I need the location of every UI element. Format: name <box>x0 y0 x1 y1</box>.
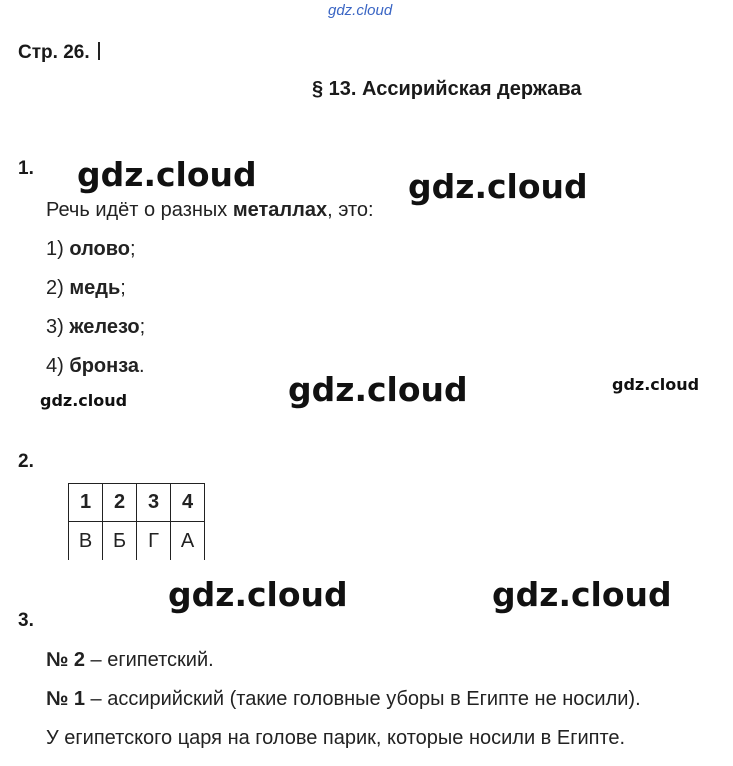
q1-item-4 <box>46 355 145 378</box>
q1-intro-bold: металлах <box>232 199 328 221</box>
q3-line-1 <box>46 649 214 672</box>
watermark-text: gdz.cloud <box>40 391 128 410</box>
section-title: § 13. Ассирийская держава <box>312 78 582 100</box>
q3-line-2-rest: – ассирийский (такие головные уборы в Египте не носили). <box>84 688 641 710</box>
q1-intro-post: , это: <box>327 199 374 221</box>
question-2-number: 2. <box>18 451 34 472</box>
q1-item-2-suffix: ; <box>120 277 126 299</box>
q1-item-4-word: бронза <box>69 355 140 377</box>
answer-table-header-row <box>69 484 205 522</box>
q3-line-2-bold: № 1 <box>46 688 85 710</box>
watermark-text: gdz.cloud <box>77 155 257 194</box>
q3-line-1-bold: № 2 <box>46 649 85 671</box>
q3-line-3: У египетского царя на голове парик, которые носили в Египте. <box>46 727 626 749</box>
answer-table-value-cell: Б <box>103 522 137 561</box>
q1-item-3-suffix: ; <box>139 316 146 338</box>
answer-table-value-cell: В <box>69 522 103 561</box>
q1-item-3-word: железо <box>69 316 140 338</box>
q1-item-1-word: олово <box>69 238 130 260</box>
q1-item-2-prefix: 2) <box>46 277 70 299</box>
watermark-text: gdz.cloud <box>168 575 348 614</box>
page-header-text: Стр. 26. <box>18 42 90 63</box>
answer-table-header-cell: 1 <box>69 484 103 522</box>
q1-intro-pre: Речь идёт о разных <box>46 199 233 221</box>
q1-item-2 <box>46 277 126 300</box>
q1-item-4-prefix: 4) <box>46 355 70 377</box>
answer-table-header-cell: 4 <box>171 484 205 522</box>
answer-table-value-cell: А <box>171 522 205 561</box>
watermark-text: gdz.cloud <box>492 575 672 614</box>
q3-line-1-rest: – египетский. <box>84 649 214 671</box>
q1-item-3-prefix: 3) <box>46 316 70 338</box>
q1-item-1 <box>46 238 136 261</box>
answer-table-value-cell: Г <box>137 522 171 561</box>
q1-item-1-prefix: 1) <box>46 238 70 260</box>
watermark-top: gdz.cloud <box>328 2 393 19</box>
q1-item-3 <box>46 316 145 339</box>
watermark-text: gdz.cloud <box>288 370 468 409</box>
watermark-text: gdz.cloud <box>408 167 588 206</box>
answer-table-value-row <box>69 522 205 561</box>
page-header <box>18 42 100 64</box>
question-1-intro <box>46 199 374 222</box>
watermark-text: gdz.cloud <box>612 375 700 394</box>
q1-item-1-suffix: ; <box>129 238 136 260</box>
answer-table-header-cell: 3 <box>137 484 171 522</box>
answer-table-header-cell: 2 <box>103 484 137 522</box>
q3-line-2 <box>46 688 641 711</box>
question-1-number: 1. <box>18 158 34 179</box>
answer-table <box>68 483 205 560</box>
question-3-number: 3. <box>18 610 34 631</box>
q1-item-4-suffix: . <box>139 355 145 377</box>
q1-item-2-word: медь <box>69 277 121 299</box>
text-cursor <box>98 42 100 60</box>
